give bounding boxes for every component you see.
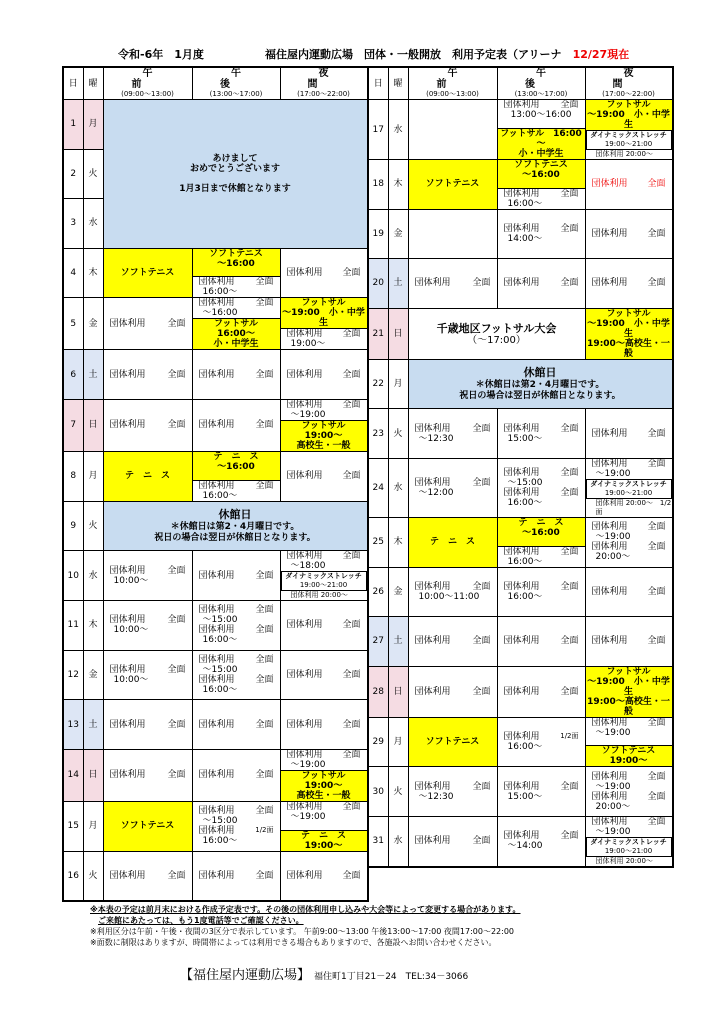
header-night: 夜 間 (17:00～22:00)	[585, 67, 673, 100]
closed-day-9: 休館日 ＊休館日は第2・4月曜日です。 祝日の場合は翌日が休館日となります。	[103, 501, 368, 551]
am-slot: テ ニ ス	[408, 517, 497, 567]
month: 1月度	[174, 48, 204, 61]
dow-cell: 火	[83, 501, 103, 551]
pm-slot: 団体利用 全面	[192, 551, 280, 601]
night-slot: 団体利用 全面	[280, 851, 368, 901]
dow-cell: 月	[83, 451, 103, 501]
new-year-line2: おめでとうございます	[189, 163, 280, 174]
dow-cell: 水	[388, 458, 408, 517]
new-year-line1: あけまして	[212, 153, 258, 164]
day-cell: 5	[63, 298, 83, 350]
night-slot: 団体利用 全面	[280, 601, 368, 651]
open-kind: 団体・一般開放	[364, 48, 441, 61]
day-cell: 19	[368, 209, 388, 259]
day-cell: 16	[63, 851, 83, 901]
pm-slot: 団体利用 全面	[497, 617, 585, 667]
am-slot: 団体利用 全面 10:00～	[103, 601, 192, 651]
footer-address: 福住町1丁目21－24 TEL:34－3066	[314, 972, 469, 982]
pm-slot: 団体利用 全面 ～14:00	[497, 816, 585, 867]
dow-cell: 月	[388, 717, 408, 767]
am-slot: ソフトテニス	[103, 248, 192, 298]
day-cell: 12	[63, 650, 83, 700]
am-slot: 団体利用 全面 ～12:30	[408, 767, 497, 817]
new-year-line3: 1月3日まで休館となります	[179, 183, 291, 194]
dow-cell: 水	[83, 551, 103, 601]
night-slot: 団体利用 全面 ～19:00 団体利用 全面 20:00～	[585, 517, 673, 567]
day-cell: 24	[368, 458, 388, 517]
note-3: ※利用区分は午前・午後・夜間の3区分で表示しています。 午前9:00～13:00 午後13:00～17:00 夜間17:00～22:00	[90, 927, 515, 936]
night-slot: 団体利用 全面	[585, 209, 673, 259]
night-slot: フットサル ～19:00 小・中学生 19:00～高校生・一般	[585, 308, 673, 359]
day-cell: 22	[368, 359, 388, 409]
footer-facility-name: 【福住屋内運動広場】	[180, 968, 311, 983]
pm-slot: 団体利用 全面 ～15:00 団体利用 全面 16:00～	[192, 650, 280, 700]
header-day: 日	[63, 67, 83, 100]
closed-day-22: 休館日 ＊休館日は第2・4月曜日です。 祝日の場合は翌日が休館日となります。	[408, 359, 673, 409]
dow-cell: 火	[388, 409, 408, 459]
header-pm: 午 後 (13:00～17:00)	[192, 67, 280, 100]
pm-slot: 団体利用 全面	[192, 350, 280, 400]
day-cell: 28	[368, 666, 388, 717]
night-slot: 団体利用 全面 ～18:00 ダイナミックストレッチ 19:00～21:00 団体利用 20:00～	[280, 551, 368, 601]
chitose-futsal-tournament: 千歳地区フットサル大会 （～17:00）	[408, 308, 585, 359]
dow-cell: 土	[388, 259, 408, 309]
day-cell: 25	[368, 517, 388, 567]
day-cell: 26	[368, 567, 388, 617]
header-am: 午 前 (09:00～13:00)	[103, 67, 192, 100]
day-cell: 29	[368, 717, 388, 767]
pm-slot: 団体利用 全面 ～15:00 団体利用 全面 16:00～	[192, 601, 280, 651]
header-night: 夜 間 (17:00～22:00)	[280, 67, 368, 100]
night-slot: 団体利用 全面	[280, 650, 368, 700]
night-slot: 団体利用 全面	[280, 248, 368, 298]
night-slot: 団体利用 全面 ～19:00 ダイナミックストレッチ 19:00～21:00 団体利用 20:00～ 1/2面	[585, 458, 673, 517]
pm-slot: 団体利用 全面 ～15:00 団体利用 1/2面 16:00～	[192, 801, 280, 851]
am-slot: 団体利用 全面 10:00～	[103, 551, 192, 601]
new-year-closure	[103, 100, 368, 249]
pm-slot: 団体利用 1/2面 16:00～	[497, 717, 585, 767]
header-dow: 曜	[388, 67, 408, 100]
am-slot: 団体利用 全面	[103, 399, 192, 451]
day-cell: 13	[63, 700, 83, 750]
header-day: 日	[368, 67, 388, 100]
am-slot	[408, 209, 497, 259]
note-2: ご来館にあたっては、もう1度電話等でご確認ください。	[98, 916, 304, 925]
pm-slot: 団体利用 全面	[192, 749, 280, 801]
night-slot: 団体利用 全面 ～19:00 ソフトテニス 19:00～	[585, 717, 673, 767]
am-slot: ソフトテニス	[408, 717, 497, 767]
am-slot: 団体利用 全面	[103, 851, 192, 901]
day-cell: 8	[63, 451, 83, 501]
am-slot: 団体利用 全面	[103, 298, 192, 350]
schedule-table-right	[367, 66, 688, 868]
page-title	[62, 46, 682, 64]
day-cell: 23	[368, 409, 388, 459]
pm-slot: ソフトテニス ～16:00 団体利用 全面 16:00～	[192, 248, 280, 298]
dow-cell: 土	[83, 350, 103, 400]
dow-cell: 木	[83, 601, 103, 651]
night-slot: 団体利用 全面 ～19:00 テ ニ ス 19:00～	[280, 801, 368, 851]
day-cell: 31	[368, 816, 388, 867]
am-slot: ソフトテニス	[408, 160, 497, 210]
dow-cell: 火	[388, 767, 408, 817]
pm-slot: 団体利用 全面	[497, 666, 585, 717]
am-slot: 団体利用 全面	[408, 617, 497, 667]
am-slot: テ ニ ス	[103, 451, 192, 501]
dow-cell: 金	[388, 209, 408, 259]
facility-name: 福住屋内運動広場	[265, 48, 353, 61]
era: 令和-6年	[118, 48, 164, 61]
pm-slot: 団体利用 全面 16:00～	[497, 567, 585, 617]
dow-cell: 木	[83, 248, 103, 298]
day-cell: 1	[63, 100, 83, 150]
note-4: ※面数に制限はありますが、時間帯によっては利用できる場合もありますので、各施設へお問い合わせください。	[90, 938, 497, 947]
night-slot: フットサル ～19:00 小・中学生 団体利用 全面 19:00～	[280, 298, 368, 350]
pm-slot: 団体利用 全面	[192, 700, 280, 750]
am-slot	[408, 100, 497, 160]
night-slot: 団体利用 全面	[280, 350, 368, 400]
pm-slot: 団体利用 全面 ～15:00 団体利用 全面 16:00～	[497, 458, 585, 517]
day-cell: 4	[63, 248, 83, 298]
day-cell: 15	[63, 801, 83, 851]
dow-cell: 土	[388, 617, 408, 667]
day-cell: 20	[368, 259, 388, 309]
day-cell: 27	[368, 617, 388, 667]
dow-cell: 金	[83, 298, 103, 350]
night-slot: 団体利用 全面 ～19:00 団体利用 全面 20:00～	[585, 767, 673, 817]
dow-cell: 火	[83, 851, 103, 901]
dow-cell: 金	[388, 567, 408, 617]
night-slot: フットサル ～19:00 小・中学生 ダイナミックストレッチ 19:00～21:00 団体利用 20:00～	[585, 100, 673, 160]
header-am: 午 前 (09:00～13:00)	[408, 67, 497, 100]
dow-cell: 金	[83, 650, 103, 700]
dow-cell: 日	[388, 666, 408, 717]
am-slot: 団体利用 全面 10:00～11:00	[408, 567, 497, 617]
pm-slot: 団体利用 全面 13:00～16:00 フットサル 16:00～ 小・中学生	[497, 100, 585, 160]
night-slot: 団体利用 全面 ～19:00 フットサル 19:00～ 高校生・一般	[280, 399, 368, 451]
am-slot: 団体利用 全面	[103, 749, 192, 801]
pm-slot: 団体利用 全面	[192, 399, 280, 451]
pm-slot: 団体利用 全面	[192, 851, 280, 901]
day-cell: 3	[63, 199, 83, 249]
notes	[90, 904, 650, 948]
pm-slot: 団体利用 全面 ～16:00 フットサル 16:00～ 小・中学生	[192, 298, 280, 350]
am-slot: 団体利用 全面	[103, 700, 192, 750]
dow-cell: 木	[388, 160, 408, 210]
dow-cell: 水	[388, 816, 408, 867]
dow-cell: 月	[83, 100, 103, 150]
day-cell: 30	[368, 767, 388, 817]
note-1: ※本表の予定は前月末における作成予定表です。その後の団体利用申し込みや大会等によって変更する場合があります。	[90, 905, 521, 914]
dow-cell: 土	[83, 700, 103, 750]
day-cell: 10	[63, 551, 83, 601]
header-dow: 曜	[83, 67, 103, 100]
dow-cell: 月	[388, 359, 408, 409]
day-cell: 21	[368, 308, 388, 359]
night-slot: 団体利用 全面	[585, 160, 673, 210]
pm-slot: ソフトテニス ～16:00 団体利用 全面 16:00～	[497, 160, 585, 210]
dow-cell: 日	[388, 308, 408, 359]
pm-slot: テ ニ ス ～16:00 団体利用 全面 16:00～	[497, 517, 585, 567]
am-slot: 団体利用 全面	[408, 816, 497, 867]
dow-cell: 日	[83, 399, 103, 451]
night-slot: フットサル ～19:00 小・中学生 19:00～高校生・一般	[585, 666, 673, 717]
night-slot: 団体利用 全面	[585, 567, 673, 617]
night-slot: 団体利用 全面	[585, 409, 673, 459]
day-cell: 7	[63, 399, 83, 451]
day-cell: 2	[63, 149, 83, 199]
dow-cell: 火	[83, 149, 103, 199]
am-slot: 団体利用 全面	[408, 259, 497, 309]
plan-label: 利用予定表（アリーナ	[452, 48, 562, 61]
day-cell: 14	[63, 749, 83, 801]
dow-cell: 水	[388, 100, 408, 160]
pm-slot: 団体利用 全面 15:00～	[497, 409, 585, 459]
day-cell: 17	[368, 100, 388, 160]
am-slot: 団体利用 全面 10:00～	[103, 650, 192, 700]
night-slot: 団体利用 全面 ～19:00 フットサル 19:00～ 高校生・一般	[280, 749, 368, 801]
night-slot: 団体利用 全面	[280, 451, 368, 501]
am-slot: ソフトテニス	[103, 801, 192, 851]
am-slot: 団体利用 全面 ～12:00	[408, 458, 497, 517]
dow-cell: 日	[83, 749, 103, 801]
am-slot: 団体利用 全面	[103, 350, 192, 400]
footer	[180, 964, 468, 983]
pm-slot: 団体利用 全面 14:00～	[497, 209, 585, 259]
pm-slot: 団体利用 全面 15:00～	[497, 767, 585, 817]
night-slot: 団体利用 全面 ～19:00 ダイナミックストレッチ 19:00～21:00 団体利用 20:00～	[585, 816, 673, 867]
dow-cell: 木	[388, 517, 408, 567]
day-cell: 11	[63, 601, 83, 651]
pm-slot: 団体利用 全面	[497, 259, 585, 309]
day-cell: 18	[368, 160, 388, 210]
day-cell: 9	[63, 501, 83, 551]
am-slot: 団体利用 全面 ～12:30	[408, 409, 497, 459]
night-slot: 団体利用 全面	[585, 259, 673, 309]
as-of-date: 12/27現在	[572, 48, 630, 61]
header-pm: 午 後 (13:00～17:00)	[497, 67, 585, 100]
day-cell: 6	[63, 350, 83, 400]
night-slot: 団体利用 全面	[280, 700, 368, 750]
dow-cell: 月	[83, 801, 103, 851]
night-slot: 団体利用 全面	[585, 617, 673, 667]
dow-cell: 水	[83, 199, 103, 249]
am-slot: 団体利用 全面	[408, 666, 497, 717]
pm-slot: テ ニ ス ～16:00 団体利用 全面 16:00～	[192, 451, 280, 501]
